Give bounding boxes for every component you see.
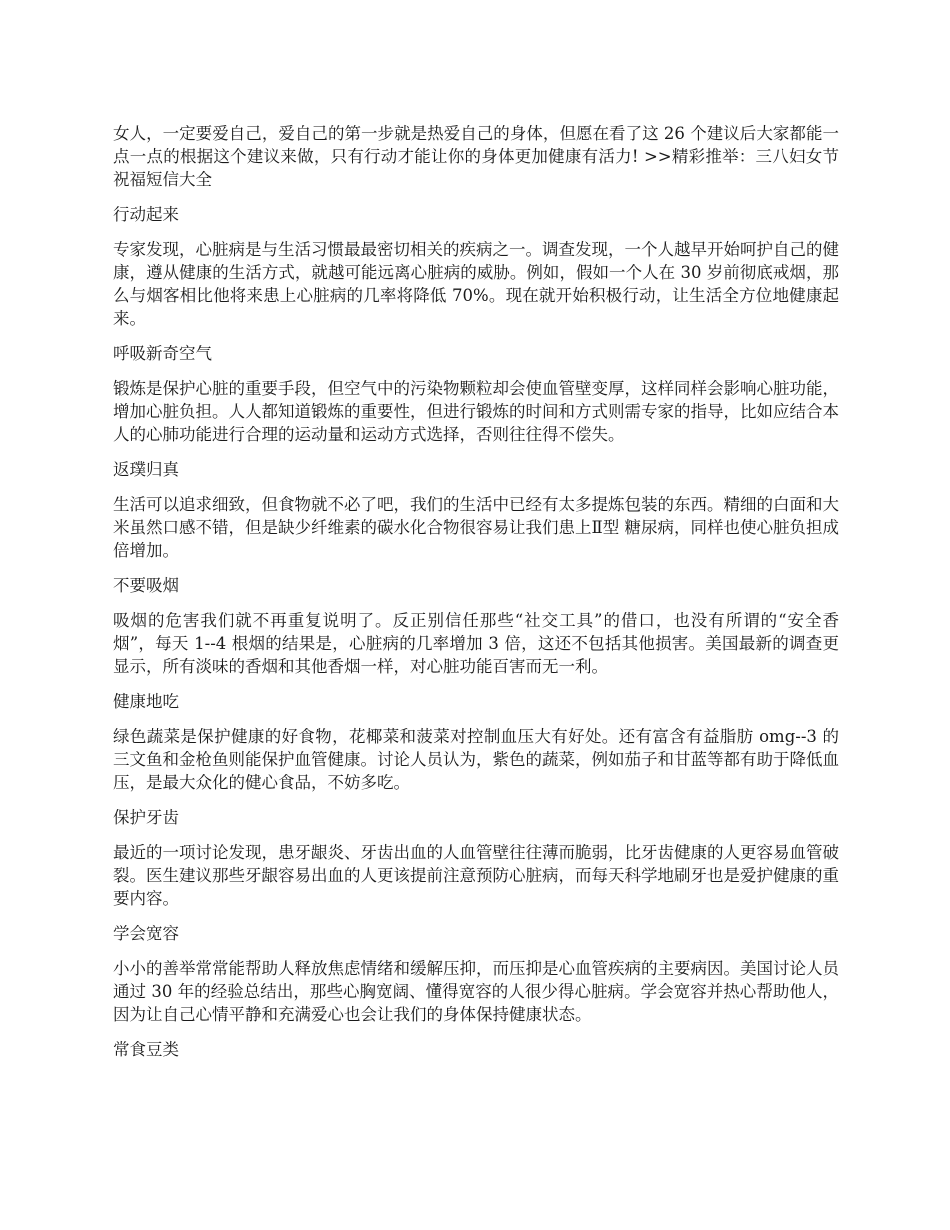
section-heading-action: 行动起来: [113, 205, 179, 224]
section-body-action: 专家发现，心脏病是与生活习惯最最密切相关的疾病之一。调查发现，一个人越早开始呵护自己的健康，遵从健康的生活方式，就越可能远离心脏病的威胁。例如，假如一个人在 30 岁前彻底戒烟，那么与烟客相比他将来患上心脏病的几率将降低 70%。现在就开始积极行动，让生活全方位地健康起来。: [113, 240, 839, 328]
section-heading-no-smoking: 不要吸烟: [113, 576, 179, 595]
section-heading-simplicity: 返璞归真: [113, 460, 179, 479]
intro-paragraph: 女人，一定要爱自己，爱自己的第一步就是热爱自己的身体，但愿在看了这 26 个建议后大家都能一点一点的根据这个建议来做，只有行动才能让你的身体更加健康有活力! >>精彩推举：三八妇女节祝福短信大全: [113, 124, 839, 189]
section-body-healthy-eating: 绿色蔬菜是保护健康的好食物，花椰菜和菠菜对控制血压大有好处。还有富含有益脂肪 omg--3 的三文鱼和金枪鱼则能保护血管健康。讨论人员认为，紫色的蔬菜，例如茄子和甘蓝等都有助于降低血压，是最大众化的健心食品，不妨多吃。: [113, 727, 839, 792]
section-body-teeth: 最近的一项讨论发现，患牙龈炎、牙齿出血的人血管壁往往薄而脆弱，比牙齿健康的人更容易血管破裂。医生建议那些牙龈容易出血的人更该提前注意预防心脏病，而每天科学地刷牙也是爱护健康的重要内容。: [113, 843, 839, 908]
section-heading-fresh-air: 呼吸新奇空气: [113, 344, 212, 363]
section-heading-teeth: 保护牙齿: [113, 808, 179, 827]
section-heading-beans: 常食豆类: [113, 1040, 179, 1059]
section-body-no-smoking: 吸烟的危害我们就不再重复说明了。反正别信任那些“社交工具”的借口，也没有所谓的“安全香烟”，每天 1--4 根烟的结果是，心脏病的几率增加 3 倍，这还不包括其他损害。美国最新的调查更显示，所有淡味的香烟和其他香烟一样，对心脏功能百害而无一利。: [113, 611, 839, 676]
section-body-fresh-air: 锻炼是保护心脏的重要手段，但空气中的污染物颗粒却会使血管壁变厚，这样同样会影响心脏功能，增加心脏负担。人人都知道锻炼的重要性，但进行锻炼的时间和方式则需专家的指导，比如应结合本人的心肺功能进行合理的运动量和运动方式选择，否则往往得不偿失。: [113, 379, 839, 444]
section-heading-tolerance: 学会宽容: [113, 924, 179, 943]
section-body-simplicity: 生活可以追求细致，但食物就不必了吧，我们的生活中已经有太多提炼包装的东西。精细的白面和大米虽然口感不错，但是缺少纤维素的碳水化合物很容易让我们患上Ⅱ型 糖尿病，同样也使心脏负担成倍增加。: [113, 495, 839, 560]
section-body-tolerance: 小小的善举常常能帮助人释放焦虑情绪和缓解压抑，而压抑是心血管疾病的主要病因。美国讨论人员通过 30 年的经验总结出，那些心胸宽阔、懂得宽容的人很少得心脏病。学会宽容并热心帮助他人，因为让自己心情平静和充满爱心也会让我们的身体保持健康状态。: [113, 959, 839, 1024]
document-page: [113, 122, 839, 1073]
section-heading-healthy-eating: 健康地吃: [113, 692, 179, 711]
